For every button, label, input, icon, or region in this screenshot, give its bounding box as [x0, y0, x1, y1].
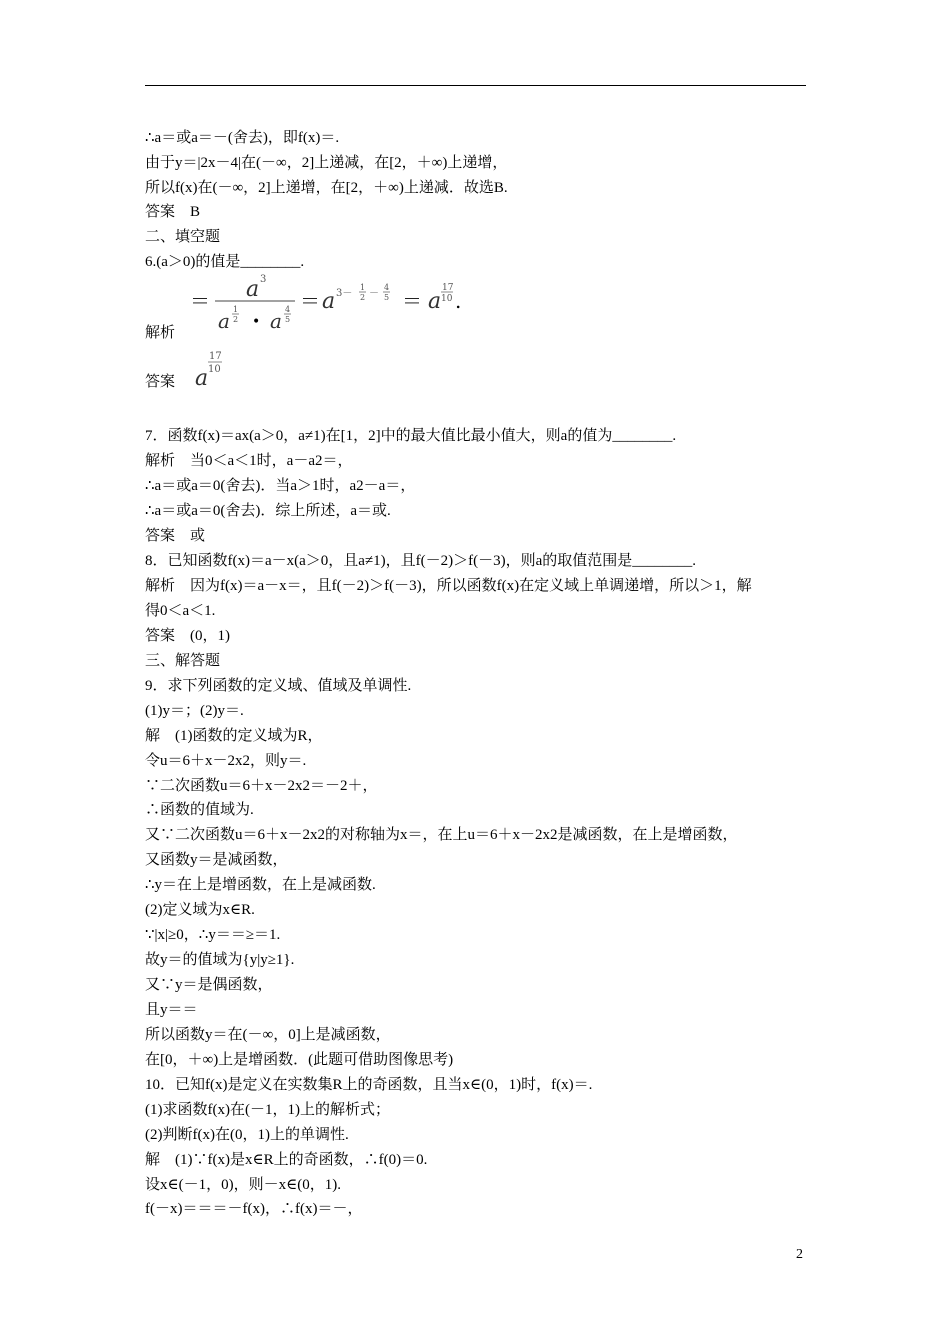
- formula-mid-base: a: [322, 289, 336, 314]
- line-37: (2)判断f(x)在(0，1)上的单调性.: [145, 1127, 349, 1143]
- line-24: ∴函数的值域为.: [145, 802, 254, 818]
- line-10: 解析 当0＜a＜1时，a－a2＝，: [145, 453, 353, 469]
- line-38: 解 (1)∵f(x)是x∈R上的奇函数，∴f(0)＝0.: [145, 1152, 428, 1168]
- formula-mid-f1-n: 1: [360, 283, 366, 292]
- line-40: f(－x)＝＝＝－f(x)，∴f(x)＝－，: [145, 1201, 363, 1217]
- question-8: 8．已知函数f(x)＝a－x(a＞0，且a≠1)，且f(－2)＞f(－3)，则a的取值范围是________.: [145, 553, 697, 569]
- formula-den-exp-2-n: 4: [285, 305, 291, 314]
- formula-mid-minus: －: [369, 288, 379, 299]
- line-3: 所以f(x)在(－∞，2]上递增，在[2，＋∞)上递减．故选B.: [145, 180, 508, 196]
- section-heading-fill-blank: 二、填空题: [145, 229, 221, 245]
- formula-eq-3: ＝: [402, 289, 422, 313]
- line-34: 在[0，＋∞)上是增函数．(此题可借助图像思考): [145, 1052, 454, 1068]
- formula-mid-f1-d: 2: [360, 293, 366, 302]
- question-9: 9．求下列函数的定义域、值域及单调性.: [145, 678, 412, 694]
- line-12: ∴a＝或a＝0(舍去)．综上所述，a＝或.: [145, 503, 391, 519]
- line-33: 所以函数y＝在(－∞，0]上是减函数，: [145, 1027, 391, 1043]
- formula-mid-f2-n: 4: [384, 283, 390, 292]
- formula-mid-exp: 3－: [336, 288, 353, 299]
- line-30: 故y＝的值域为{y|y≥1}.: [145, 952, 295, 968]
- question-7: 7．函数f(x)＝ax(a＞0，a≠1)在[1，2]中的最大值比最小值大，则a的值为________.: [145, 428, 677, 444]
- formula-res-d: 10: [441, 294, 453, 304]
- header-rule: [145, 85, 806, 86]
- line-31: 又∵y＝是偶函数，: [145, 977, 273, 993]
- formula-den-base-1: a: [218, 309, 230, 333]
- line-22: 令u＝6＋x－2x2，则y＝.: [145, 753, 307, 769]
- line-17: 答案 (0，1): [145, 628, 230, 644]
- page-number: 2: [796, 1247, 803, 1262]
- line-13: 答案 或: [145, 528, 206, 544]
- formula-period: .: [455, 289, 462, 313]
- line-answer-6: 答案: [145, 374, 176, 390]
- line-1: ∴a＝或a＝－(舍去)，即f(x)＝.: [145, 130, 340, 146]
- formula-den-exp-1-d: 2: [233, 315, 239, 324]
- line-26: 又函数y＝是减函数，: [145, 852, 288, 868]
- formula-q6: [190, 270, 480, 340]
- answer-6-num: 17: [209, 351, 222, 362]
- line-28: (2)定义域为x∈R.: [145, 902, 255, 918]
- line-36: (1)求函数f(x)在(－1，1)上的解析式；: [145, 1102, 390, 1118]
- formula-den-base-2: a: [270, 309, 282, 333]
- formula-den-exp-2-d: 5: [285, 315, 291, 324]
- formula-eq-2: ＝: [300, 289, 320, 313]
- line-21: 解 (1)函数的定义域为R，: [145, 728, 323, 744]
- section-heading-solve: 三、解答题: [145, 653, 221, 669]
- line-29: ∵|x|≥0，∴y＝＝≥＝1.: [145, 927, 281, 943]
- line-39: 设x∈(－1，0)，则－x∈(0，1).: [145, 1177, 341, 1193]
- formula-lead-eq: ＝: [190, 289, 210, 313]
- line-23: ∵二次函数u＝6＋x－2x2＝－2＋，: [145, 778, 378, 794]
- line-32: 且y＝＝: [145, 1002, 198, 1018]
- line-analysis-6: 解析: [145, 325, 176, 341]
- line-20: (1)y＝；(2)y＝.: [145, 703, 244, 719]
- line-11: ∴a＝或a＝0(舍去)．当a＞1时，a2－a＝，: [145, 478, 416, 494]
- formula-num-base: a: [246, 277, 260, 302]
- answer-6-den: 10: [208, 364, 221, 375]
- line-4: 答案 B: [145, 204, 201, 220]
- formula-dot: •: [252, 314, 261, 330]
- answer-6-math: [193, 345, 233, 390]
- formula-den-exp-1-n: 1: [233, 305, 239, 314]
- line-25: 又∵二次函数u＝6＋x－2x2的对称轴为x＝，在上u＝6＋x－2x2是减函数，在上是增函数，: [145, 827, 738, 843]
- formula-res-n: 17: [442, 283, 454, 293]
- line-2: 由于y＝|2x－4|在(－∞，2]上递减，在[2，＋∞)上递增，: [145, 155, 508, 171]
- line-15: 解析 因为f(x)＝a－x＝，且f(－2)＞f(－3)，所以函数f(x)在定义域上单调递增，所以＞1，解: [145, 578, 752, 594]
- formula-res-base: a: [428, 289, 442, 314]
- question-10: 10．已知f(x)是定义在实数集R上的奇函数，且当x∈(0，1)时，f(x)＝.: [145, 1077, 593, 1093]
- line-16: 得0＜a＜1.: [145, 603, 216, 619]
- line-27: ∴y＝在上是增函数，在上是减函数.: [145, 877, 376, 893]
- formula-mid-f2-d: 5: [384, 293, 390, 302]
- answer-6-base: a: [195, 366, 209, 390]
- formula-num-exp: 3: [260, 274, 267, 285]
- question-6: 6.(a＞0)的值是________.: [145, 254, 305, 270]
